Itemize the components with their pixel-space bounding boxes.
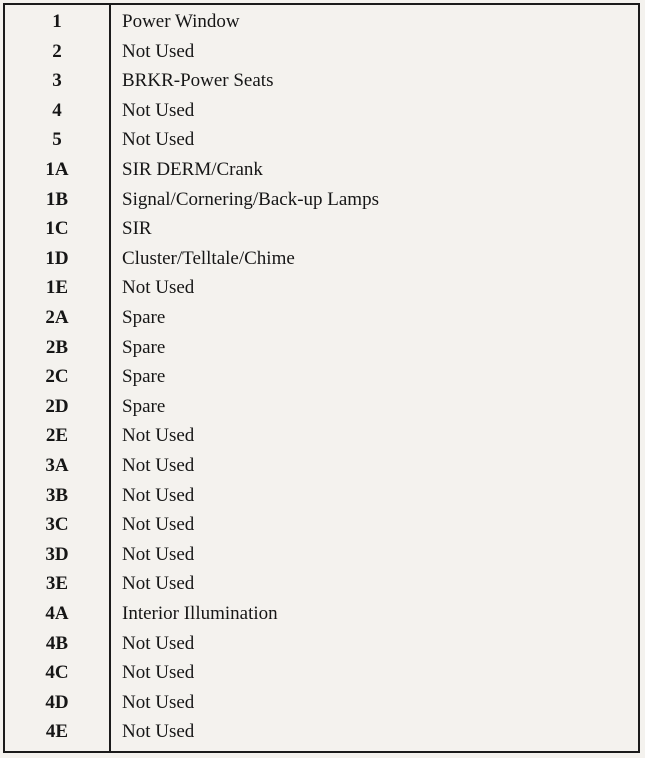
table-row (5, 392, 638, 421)
fuse-description: SIR DERM/Crank (122, 159, 263, 180)
table-row (5, 717, 638, 746)
fuse-description: Not Used (122, 425, 195, 447)
fuse-description: Not Used (122, 40, 195, 62)
table-row (5, 540, 638, 569)
table-row (5, 244, 638, 273)
fuse-id: 1C (45, 218, 69, 240)
table-row (5, 7, 638, 36)
fuse-id: 4D (45, 691, 69, 713)
fuse-id: 2B (45, 336, 69, 358)
fuse-id: 4C (45, 662, 69, 684)
fuse-description: Not Used (122, 514, 195, 536)
table-row (5, 185, 638, 214)
fuse-id: 5 (52, 129, 62, 151)
fuse-id: 3C (45, 514, 69, 536)
fuse-id: 4A (45, 603, 69, 624)
fuse-description: Spare (122, 366, 166, 388)
fuse-id: 1 (52, 11, 62, 32)
table-row (5, 37, 638, 66)
fuse-id: 4 (52, 99, 62, 121)
table-row (5, 481, 638, 510)
fuse-id: 4E (45, 721, 69, 743)
fuse-id: 2D (45, 395, 69, 417)
table-row (5, 569, 638, 598)
fuse-id: 1B (45, 188, 69, 210)
table-row (5, 303, 638, 332)
fuse-id: 1D (45, 247, 69, 269)
fuse-id: 2A (45, 307, 69, 328)
table-row (5, 155, 638, 184)
table-row (5, 66, 638, 95)
table-row (5, 451, 638, 480)
fuse-description: Interior Illumination (122, 603, 278, 624)
fuse-description: Not Used (122, 691, 195, 713)
fuse-id: 1E (45, 277, 69, 299)
fuse-description: Not Used (122, 129, 195, 151)
fuse-id: 1A (45, 159, 69, 180)
fuse-description: Not Used (122, 455, 195, 476)
fuse-id: 3D (45, 543, 69, 565)
table-row (5, 333, 638, 362)
fuse-id: 3E (45, 573, 69, 595)
fuse-description: Not Used (122, 721, 195, 743)
fuse-description: Spare (122, 307, 166, 328)
table-row (5, 273, 638, 302)
fuse-description: Spare (122, 395, 166, 417)
fuse-id: 2E (45, 425, 69, 447)
fuse-description: SIR (122, 218, 152, 240)
table-row (5, 96, 638, 125)
table-row (5, 362, 638, 391)
fuse-description: Not Used (122, 484, 195, 506)
fuse-id: 3 (52, 70, 62, 92)
table-row (5, 658, 638, 687)
table-row (5, 510, 638, 539)
table-row (5, 629, 638, 658)
fuse-description: Not Used (122, 662, 195, 684)
fuse-id: 2C (45, 366, 69, 388)
fuse-id: 2 (52, 40, 62, 62)
fuse-description: Power Window (122, 11, 240, 32)
fuse-description: Signal/Cornering/Back-up Lamps (122, 188, 379, 210)
fuse-description: Not Used (122, 277, 195, 299)
fuse-description: Not Used (122, 543, 195, 565)
fuse-description: Not Used (122, 632, 195, 654)
table-row (5, 599, 638, 628)
fuse-description: Cluster/Telltale/Chime (122, 247, 295, 269)
table-row (5, 421, 638, 450)
fuse-description: Not Used (122, 99, 195, 121)
fuse-description: BRKR-Power Seats (122, 70, 274, 92)
fuse-id: 3A (45, 455, 69, 476)
table-row (5, 125, 638, 154)
fuse-id: 3B (45, 484, 69, 506)
fuse-id: 4B (45, 632, 69, 654)
table-row (5, 214, 638, 243)
fuse-description: Spare (122, 336, 166, 358)
table-row (5, 688, 638, 717)
fuse-description: Not Used (122, 573, 195, 595)
